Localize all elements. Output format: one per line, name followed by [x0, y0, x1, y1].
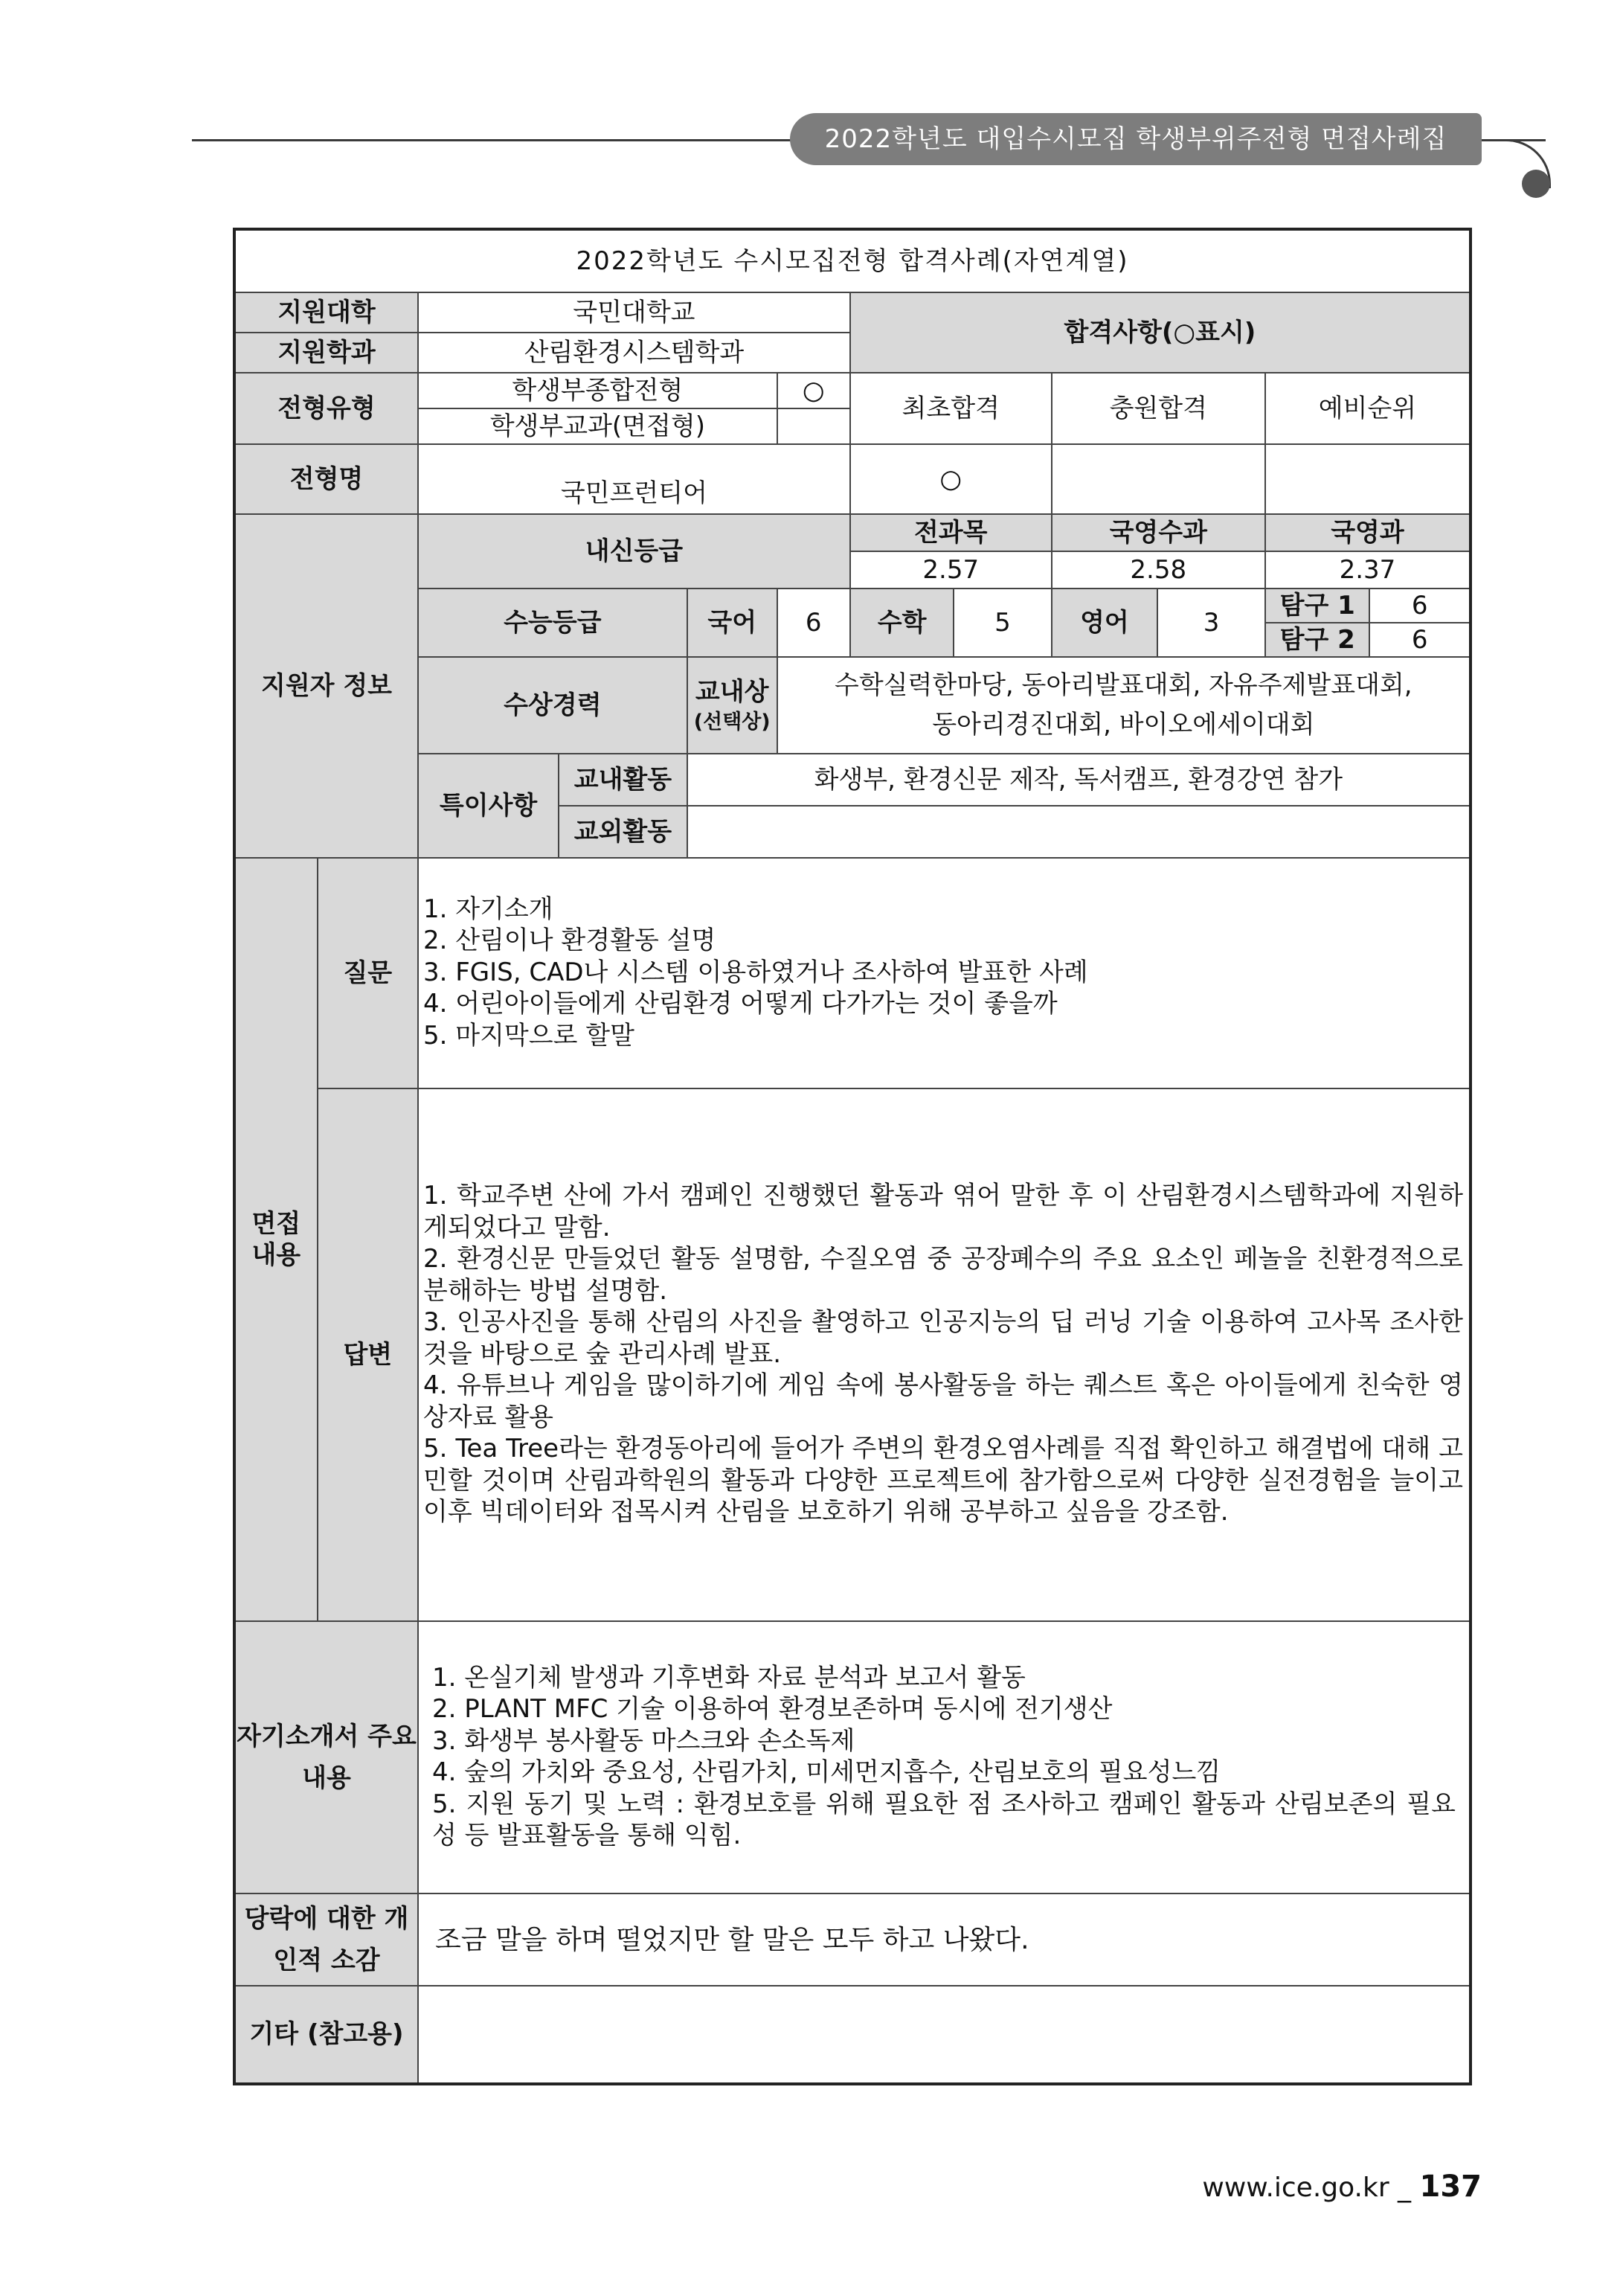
etc-value [418, 1986, 1471, 2084]
csat-english-value: 3 [1157, 589, 1265, 657]
self-intro-item: 3. 화생부 봉사활동 마스크와 손소독제 [432, 1725, 855, 1756]
pass-mark-additional [1052, 444, 1265, 514]
label-csat-inquiry1: 탐구 1 [1265, 589, 1370, 623]
gpa-value-kems: 2.58 [1052, 551, 1265, 589]
label-department: 지원학과 [234, 333, 418, 373]
label-out-school-activity: 교외활동 [559, 806, 687, 858]
question-item: 5. 마지막으로 할말 [423, 1020, 634, 1051]
label-admission-type: 전형유형 [234, 373, 418, 444]
label-in-school-activity: 교내활동 [559, 754, 687, 806]
label-csat-korean: 국어 [687, 589, 777, 657]
page-title: 2022학년도 수시모집전형 합격사례(자연계열) [234, 229, 1471, 292]
header-banner: 2022학년도 대입수시모집 학생부위주전형 면접사례집 [790, 113, 1482, 165]
awards-value [777, 657, 1471, 754]
page-number: 137 [1419, 2170, 1482, 2204]
out-school-activity-value [687, 806, 1471, 858]
footer-site: www.ice.go.kr _ [1202, 2172, 1420, 2203]
label-csat: 수능등급 [418, 589, 687, 657]
label-admission-name: 전형명 [234, 444, 418, 514]
gpa-col-all: 전과목 [850, 514, 1052, 551]
label-interview: 면접 내용 [234, 858, 318, 1621]
impression-value: 조금 말을 하며 떨었지만 할 말은 모두 하고 나왔다. [418, 1893, 1471, 1986]
question-item: 4. 어린아이들에게 산림환경 어떻게 다가가는 것이 좋을까 [423, 989, 1058, 1019]
csat-inquiry2-value: 6 [1369, 623, 1471, 657]
answer-item: 3. 인공사진을 통해 산림의 사진을 촬영하고 인공지능의 딥 러닝 기술 이용하여 고사목 조사한 것을 바탕으로 숲 관리사례 발표. [423, 1307, 1463, 1369]
answer-item: 5. Tea Tree라는 환경동아리에 들어가 주변의 환경오염사례를 직접 확인하고 해결법에 대해 고민할 것이며 산림과학원의 활동과 다양한 프로젝트에 참가함으로써 다양한 실전경험을 늘이고 이후 빅데이터와 접목시켜 산림을 보호하기 위해 공부하고 싶음을 강조함. [423, 1434, 1463, 1527]
label-applicant-info: 지원자 정보 [234, 514, 418, 858]
label-special: 특이사항 [418, 754, 559, 858]
awards-in-school-text: 교내상 [695, 677, 769, 708]
label-impression: 당락에 대한 개인적 소감 [234, 1893, 418, 1986]
label-self-intro: 자기소개서 주요내용 [234, 1621, 418, 1893]
question-item: 3. FGIS, CAD나 시스템 이용하였거나 조사하여 발표한 사례 [423, 957, 1088, 987]
gpa-col-kems: 국영수과 [1052, 514, 1265, 551]
gpa-value-kes: 2.37 [1265, 551, 1471, 589]
self-intro-item: 2. PLANT MFC 기술 이용하여 환경보존하며 동시에 전기생산 [432, 1694, 1113, 1724]
pass-col-initial: 최초합격 [850, 373, 1052, 444]
pass-mark-waitlist [1265, 444, 1471, 514]
admission-name-value: 국민프런티어 [418, 444, 850, 514]
label-csat-inquiry2: 탐구 2 [1265, 623, 1370, 657]
label-answer: 답변 [318, 1088, 418, 1621]
pass-col-additional: 충원합격 [1052, 373, 1265, 444]
csat-inquiry1-value: 6 [1369, 589, 1471, 623]
pass-col-waitlist: 예비순위 [1265, 373, 1471, 444]
admission-type-1: 학생부종합전형 [418, 373, 777, 408]
self-intro-item: 1. 온실기체 발생과 기후변화 자료 분석과 보고서 활동 [432, 1662, 1026, 1693]
answers-list [418, 1088, 1471, 1621]
label-pass-status: 합격사항(○표시) [850, 292, 1471, 373]
label-awards: 수상경력 [418, 657, 687, 754]
label-question: 질문 [318, 858, 418, 1088]
admission-type-1-mark: ○ [777, 373, 850, 408]
in-school-activity-value: 화생부, 환경신문 제작, 독서캠프, 환경강연 참가 [687, 754, 1471, 806]
admission-type-2: 학생부교과(면접형) [418, 408, 777, 444]
label-gpa: 내신등급 [418, 514, 850, 589]
gpa-value-all: 2.57 [850, 551, 1052, 589]
csat-korean-value: 6 [777, 589, 850, 657]
label-etc: 기타 (참고용) [234, 1986, 418, 2084]
answer-item: 4. 유튜브나 게임을 많이하기에 게임 속에 봉사활동을 하는 퀘스트 혹은 아이들에게 친숙한 영상자료 활용 [423, 1370, 1463, 1432]
answer-item: 2. 환경신문 만들었던 활동 설명함, 수질오염 중 공장폐수의 주요 요소인 페놀을 친환경적으로 분해하는 방법 설명함. [423, 1244, 1463, 1306]
university-value: 국민대학교 [418, 292, 850, 333]
question-item: 2. 산림이나 환경활동 설명 [423, 926, 716, 956]
self-intro-item: 5. 지원 동기 및 노력 : 환경보호를 위해 필요한 점 조사하고 캠페인 활동과 산림보존의 필요성 등 발표활동을 통해 익힘. [432, 1789, 1456, 1850]
gpa-col-kes: 국영과 [1265, 514, 1471, 551]
label-awards-in-school [687, 657, 777, 754]
label-csat-math: 수학 [850, 589, 954, 657]
pass-mark-initial: ○ [850, 444, 1052, 514]
label-csat-english: 영어 [1052, 589, 1158, 657]
awards-note-text: (선택상) [693, 710, 771, 734]
self-intro-list [418, 1621, 1471, 1893]
questions-list [418, 858, 1471, 1088]
label-university: 지원대학 [234, 292, 418, 333]
csat-math-value: 5 [954, 589, 1051, 657]
awards-line-2: 동아리경진대회, 바이오에세이대회 [932, 710, 1315, 740]
page-footer [1202, 2170, 1482, 2204]
answer-item: 1. 학교주변 산에 가서 캠페인 진행했던 활동과 엮어 말한 후 이 산림환경시스템학과에 지원하게되었다고 말함. [423, 1181, 1463, 1242]
header-dot [1522, 170, 1550, 198]
self-intro-item: 4. 숲의 가치와 중요성, 산림가치, 미세먼지흡수, 산림보호의 필요성느낌 [432, 1757, 1221, 1787]
question-item: 1. 자기소개 [423, 894, 553, 924]
admission-case-table [233, 228, 1472, 2085]
awards-line-1: 수학실력한마당, 동아리발표대회, 자유주제발표대회, [835, 670, 1413, 701]
department-value: 산림환경시스템학과 [418, 333, 850, 373]
admission-type-2-mark [777, 408, 850, 444]
